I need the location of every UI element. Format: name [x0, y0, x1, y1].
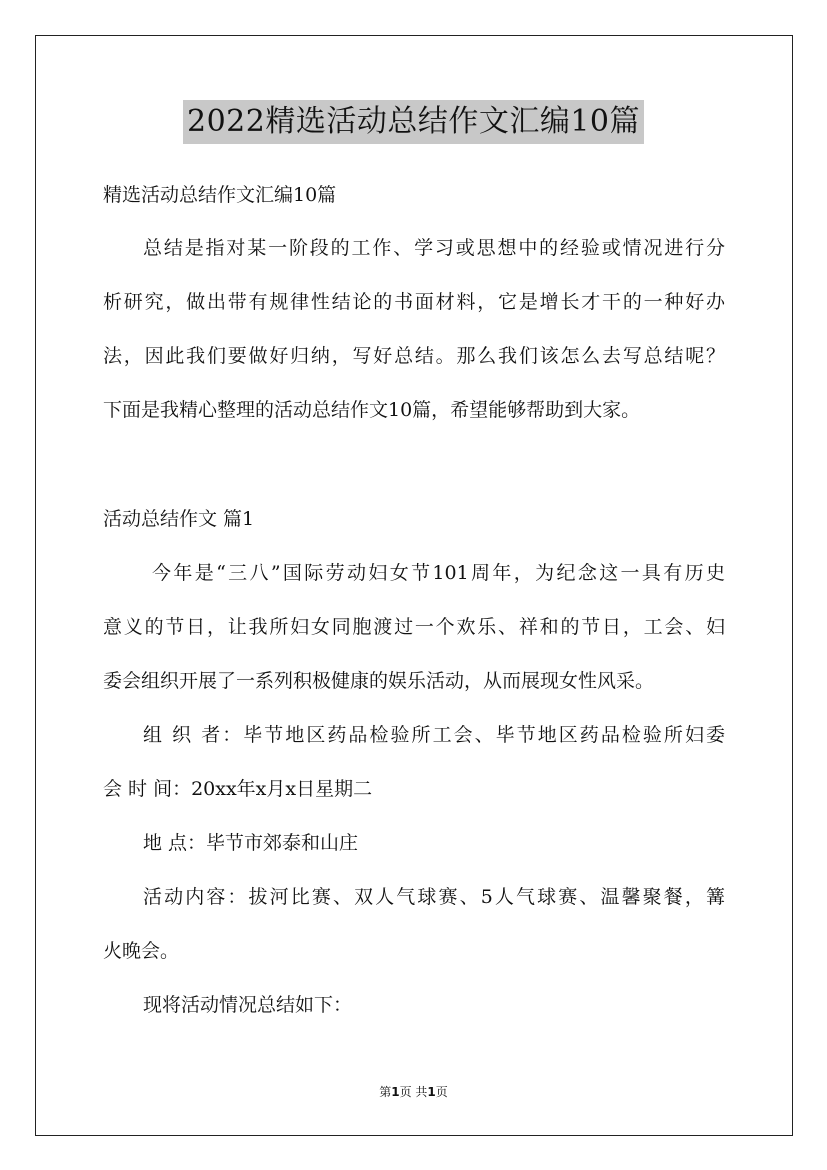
intro-line-1: 总结是指对某一阶段的工作、学习或思想中的经验或情况进行分 — [143, 237, 725, 259]
content-line-1: 活动内容：拔河比赛、双人气球赛、5人气球赛、温馨聚餐，篝 — [143, 886, 725, 908]
document-subtitle: 精选活动总结作文汇编10篇 — [103, 184, 337, 206]
intro-line-4: 下面是我精心整理的活动总结作文10篇，希望能够帮助到大家。 — [103, 399, 641, 421]
footer-page-prefix: 第 — [379, 1085, 392, 1099]
intro-line-3: 法，因此我们要做好归纳，写好总结。那么我们该怎么去写总结呢？ — [103, 345, 725, 367]
organizer-line-1: 组 织 者：毕节地区药品检验所工会、毕节地区药品检验所妇委 — [143, 724, 725, 746]
section-line-2: 意义的节日，让我所妇女同胞渡过一个欢乐、祥和的节日，工会、妇 — [103, 616, 725, 638]
section-heading: 活动总结作文 篇1 — [103, 508, 255, 530]
summary-intro: 现将活动情况总结如下： — [143, 994, 353, 1016]
document-title: 2022精选活动总结作文汇编10篇 — [183, 100, 644, 144]
section-line-3: 委会组织开展了一系列积极健康的娱乐活动，从而展现女性风采。 — [103, 670, 655, 692]
footer-page-end: 页 — [435, 1085, 448, 1099]
content-line-2: 火晚会。 — [103, 940, 180, 962]
intro-line-2: 析研究，做出带有规律性结论的书面材料，它是增长才干的一种好办 — [103, 291, 725, 313]
organizer-line-2: 会 时 间：20xx年x月x日星期二 — [103, 778, 373, 800]
section-line-1: 今年是“三八”国际劳动妇女节101周年，为纪念这一具有历史 — [152, 562, 725, 584]
page-footer — [0, 1082, 827, 1102]
location-line: 地 点：毕节市郊泰和山庄 — [143, 832, 359, 854]
title-container — [0, 100, 827, 144]
footer-page-suffix: 页 共 — [399, 1085, 428, 1099]
footer-page-total: 1 — [427, 1085, 436, 1099]
footer-page-current: 1 — [391, 1085, 400, 1099]
